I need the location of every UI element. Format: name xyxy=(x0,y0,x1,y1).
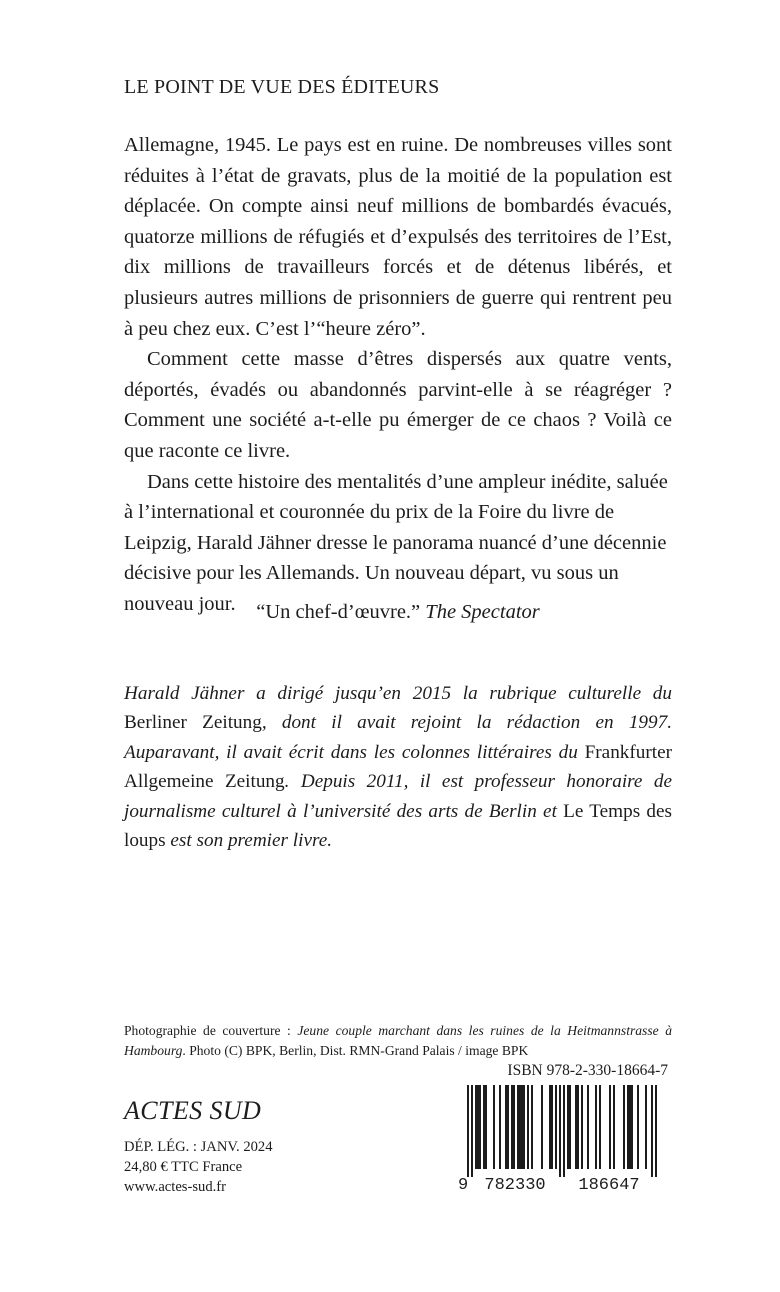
barcode-digits-right: 186647 xyxy=(578,1176,640,1191)
barcode-bar xyxy=(627,1085,629,1169)
photo-credit xyxy=(124,1021,672,1061)
barcode xyxy=(455,1085,671,1191)
barcode-bar xyxy=(637,1085,639,1169)
barcode-bar xyxy=(493,1085,495,1169)
barcode-bar xyxy=(559,1085,561,1177)
barcode-bar xyxy=(577,1085,579,1169)
barcode-bar xyxy=(523,1085,525,1169)
bio-text-3: . Depuis 2011, il est professeur honoraire de journalisme culturel à l’université des arts de Berlin et xyxy=(124,771,672,822)
barcode-bar xyxy=(531,1085,533,1169)
barcode-bar xyxy=(517,1085,519,1169)
bio-newspaper-2: Frankfurter Allgemeine Zeitung xyxy=(124,741,672,793)
blurb-paragraph-2: Comment cette masse d’êtres dispersés aux quatre vents, déportés, évadés ou abandonnés parvint-elle à se réagréger ? Comment une société a-t-elle pu émerger de ce chaos ? Voilà ce que raconte ce livre. xyxy=(124,348,672,462)
barcode-bar xyxy=(575,1085,577,1169)
quote-source: The Spectator xyxy=(425,601,540,623)
blurb-paragraph-3: Dans cette histoire des mentalités d’une ampleur inédite, saluée à l’international et couronnée du prix de la Foire du livre de Leipzig, Harald Jähner dresse le panorama nuancé d’une décennie décisive pour les Allemands. Un nouveau départ, vu sous un nouveau jour. xyxy=(124,470,668,615)
blurb-paragraph-1: Allemagne, 1945. Le pays est en ruine. De nombreuses villes sont réduites à l’état de gravats, plus de la moitié de la population est déplacée. On compte ainsi neuf millions de bombardés évacués, quatorze millions de réfugiés et d’expulsés des territoires de l’Est, dix millions de travailleurs forcés et de détenus libérés, et plusieurs autres millions de prisonniers de guerre qui rentrent peu à peu chez eux. C’est l’“heure zéro”. xyxy=(124,134,672,340)
photo-caption: Jeune couple marchant dans les ruines de la Heitmannstrasse à Hambourg xyxy=(124,1023,672,1058)
section-heading: LE POINT DE VUE DES ÉDITEURS xyxy=(124,76,440,98)
barcode-bar xyxy=(507,1085,509,1169)
barcode-bar xyxy=(595,1085,597,1169)
barcode-bar xyxy=(541,1085,543,1169)
barcode-bar xyxy=(569,1085,571,1169)
barcode-bar xyxy=(485,1085,487,1169)
press-quote xyxy=(124,601,672,624)
quote-text: “Un chef-d’œuvre.” xyxy=(256,601,421,623)
barcode-digits-left: 782330 xyxy=(484,1176,546,1191)
barcode-bar xyxy=(631,1085,633,1169)
barcode-bar xyxy=(599,1085,601,1169)
barcode-bar xyxy=(477,1085,479,1169)
bio-text-2: , dont il avait rejoint la rédaction en 1997. Auparavant, il avait écrit dans les colonnes littéraires du xyxy=(124,712,672,763)
barcode-bar xyxy=(521,1085,523,1169)
barcode-bar xyxy=(551,1085,553,1169)
barcode-bar xyxy=(471,1085,473,1177)
barcode-bar xyxy=(479,1085,481,1169)
barcode-bar xyxy=(651,1085,653,1177)
barcode-bar xyxy=(505,1085,507,1169)
barcode-digit-lead: 9 xyxy=(458,1176,469,1191)
barcode-bar xyxy=(645,1085,647,1169)
barcode-bar xyxy=(629,1085,631,1169)
barcode-bar xyxy=(499,1085,501,1169)
barcode-bar xyxy=(655,1085,657,1177)
barcode-bar xyxy=(581,1085,583,1169)
publisher-blurb xyxy=(124,130,672,620)
publisher-logo: ACTES SUD xyxy=(124,1096,262,1125)
barcode-bar xyxy=(483,1085,485,1169)
author-bio xyxy=(124,679,672,855)
barcode-bar xyxy=(519,1085,521,1169)
website: www.actes-sud.fr xyxy=(124,1179,226,1195)
barcode-bar xyxy=(623,1085,625,1169)
barcode-bar xyxy=(527,1085,529,1169)
barcode-bar xyxy=(609,1085,611,1169)
bio-newspaper-1: Berliner Zeitung xyxy=(124,712,262,734)
barcode-bar xyxy=(563,1085,565,1177)
price: 24,80 € TTC France xyxy=(124,1159,243,1175)
barcode-bar xyxy=(513,1085,515,1169)
imprint-info xyxy=(124,1137,273,1197)
photo-credit-label: Photographie de couverture : xyxy=(124,1023,298,1038)
barcode-bar xyxy=(613,1085,615,1169)
barcode-bar xyxy=(555,1085,557,1169)
bio-book-title: Le Temps des loups xyxy=(124,800,672,852)
barcode-graphic xyxy=(455,1085,671,1191)
isbn: ISBN 978-2-330-18664-7 xyxy=(507,1062,668,1079)
legal-deposit: DÉP. LÉG. : JANV. 2024 xyxy=(124,1139,273,1155)
barcode-bar xyxy=(567,1085,569,1169)
bio-text-4: est son premier livre. xyxy=(165,830,333,852)
photo-credit-source: . Photo (C) BPK, Berlin, Dist. RMN-Grand Palais / image BPK xyxy=(182,1043,529,1058)
barcode-bar xyxy=(587,1085,589,1169)
barcode-bar xyxy=(511,1085,513,1169)
barcode-bar xyxy=(549,1085,551,1169)
barcode-bar xyxy=(475,1085,477,1169)
bio-text-1: Harald Jähner a dirigé jusqu’en 2015 la rubrique culturelle du xyxy=(124,683,672,704)
barcode-bar xyxy=(467,1085,469,1177)
